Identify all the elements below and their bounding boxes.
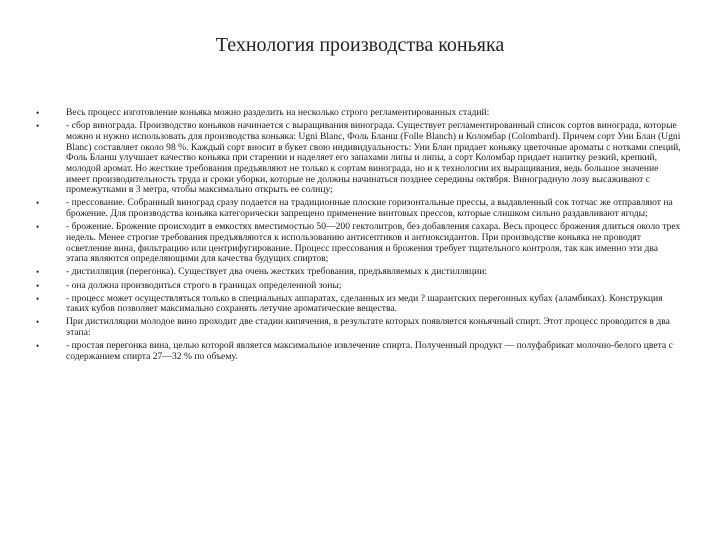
bullet-icon: • (36, 341, 40, 352)
bullet-text: - она должна производиться строго в границах определенной зоны; (66, 279, 342, 291)
list-item (36, 121, 682, 196)
bullet-icon: • (36, 121, 40, 132)
bullet-text: - брожение. Брожение происходит в емкостях вместимостью 50—200 гектолитров, без добавления сахара. Весь процесс брожения длиться около трех недель. Менее строгие требования предъявляются к использованию антисептиков и антиоксидантов. При производстве коньяка не проводят осветление вина, фильтрацию или центрифугирование. Процесс прессования и брожения требует тщательного контроля, так как именно эти два этапа являются определяющими для качества будущих спиртов; (66, 221, 681, 265)
bullet-icon: • (36, 198, 40, 209)
list-item (36, 198, 682, 219)
bullet-icon: • (36, 317, 40, 328)
slide-title: Технология производства коньяка (215, 34, 505, 56)
bullet-list (36, 108, 682, 365)
bullet-text: - простая перегонка вина, целью которой является максимальное извлечение спирта. Полученный продукт — полуфабрикат молочно-белого цвета с содержанием спирта 27—32 % по объему. (66, 340, 673, 362)
bullet-icon: • (36, 267, 40, 278)
bullet-icon: • (36, 293, 40, 304)
list-item (36, 222, 682, 265)
list-item (36, 341, 682, 362)
bullet-text: - процесс может осуществляться только в специальных аппаратах, сделанных из меди ? шарантских перегонных кубах (аламбиках). Конструкция таких кубов позволяет максимально сохранять летучие ароматические вещества. (66, 292, 663, 315)
bullet-text: Весь процесс изготовление коньяка можно разделить на несколько строго регламентированных стадий: (66, 107, 490, 118)
list-item (36, 108, 682, 119)
bullet-icon: • (36, 280, 40, 291)
bullet-text: - прессование. Собранный виноград сразу подается на традиционные плоские горизонтальные прессы, а выдавленный сок тотчас же отправляют на брожение. Для производства коньяка категорически запрещено применение винтовых прессов, которые слишком сильно раздавливают ягоды; (66, 197, 673, 220)
list-item (36, 281, 682, 292)
bullet-text: - сбор винограда. Производство коньяков начинается с выращивания винограда. Существует регламентированный список сортов винограда, которые можно и нужно использовать для производства коньяка: Ugni Blanc, Фоль Бланш (Folle Blanch) и Коломбар (Colombard). Причем сорт Уни Блан (Ugni Blanc) составляет около 98 %. Каждый сорт вносит в букет свою индивидуальность: Уни Блан придает коньяку цветочные ароматы с нотками специй, Фоль Бланш улучшает качество коньяка при старении и наделяет его запахами липы и липы, а сорт Коломбар придает напитку резкий, крепкий, молодой аромат. Но жесткие требования предъявляют не только к сортам винограда, но и к технологии их выращивания, ведь большое значение имеет производительность труда и сроки уборки, которые не должны начинаться позднее середины октября. Виноградную лозу высаживают с промежутками в 3 метра, чтобы максимально открыть ее солнцу; (66, 120, 681, 196)
bullet-text: - дистилляция (перегонка). Существует два очень жестких требования, предъявляемых к дистилляции: (66, 266, 488, 278)
list-item (36, 267, 682, 278)
bullet-icon: • (36, 108, 40, 118)
bullet-text: При дистилляции молодое вино проходит две стадии кипячения, в результате которых появляется коньячный спирт. Этот процесс проводится в два этапа: (66, 316, 670, 339)
list-item (36, 317, 682, 338)
list-item (36, 294, 682, 315)
bullet-icon: • (36, 222, 40, 233)
